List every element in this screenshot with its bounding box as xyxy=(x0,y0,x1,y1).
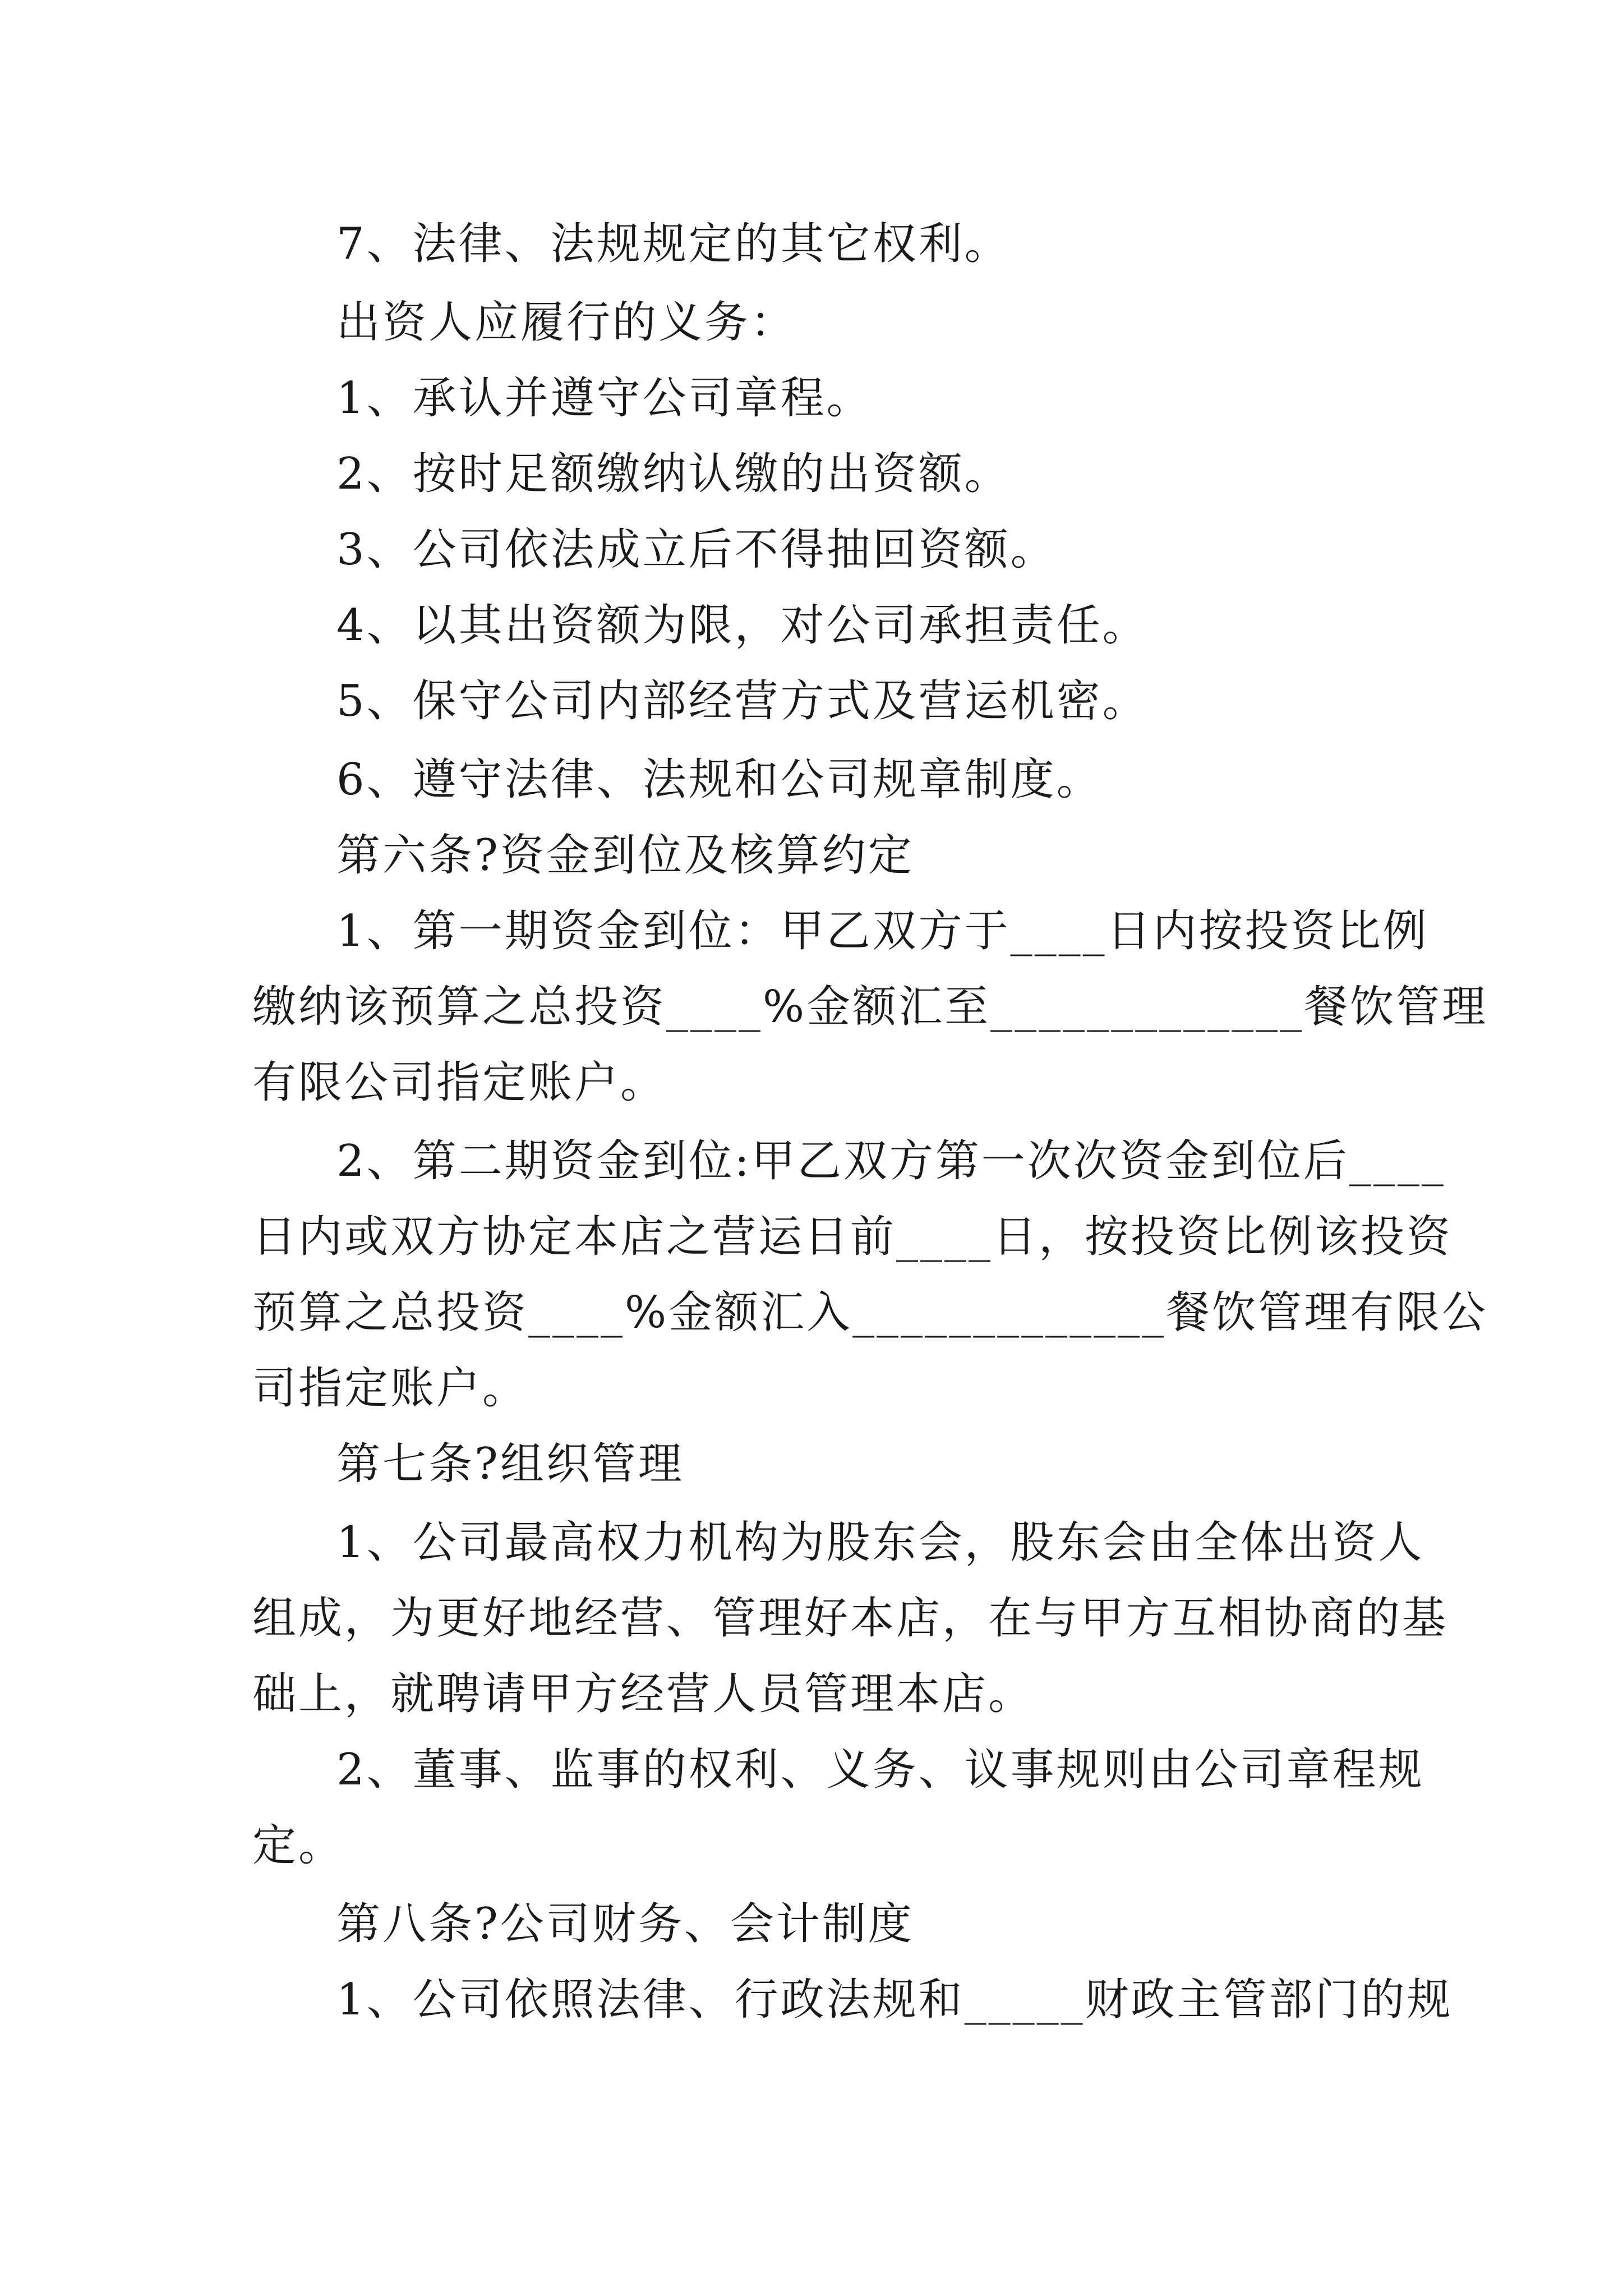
paragraph-line: 组成，为更好地经营、管理好本店，在与甲方互相协商的基 xyxy=(252,1593,1449,1644)
paragraph-line: 7、法律、法规规定的其它权利。 xyxy=(336,219,1011,269)
paragraph-line: 出资人应履行的义务： xyxy=(336,297,797,348)
paragraph-line: 有限公司指定账户。 xyxy=(252,1057,667,1108)
paragraph-line: 2、按时足额缴纳认缴的出资额。 xyxy=(336,449,1011,499)
paragraph-line: 缴纳该预算之总投资____%金额汇至_____________餐饮管理 xyxy=(252,982,1488,1032)
paragraph-line: 1、公司最高权力机构为股东会，股东会由全体出资人 xyxy=(336,1517,1424,1568)
section-heading: 第八条?公司财务、会计制度 xyxy=(336,1899,914,1949)
paragraph-line: 预算之总投资____%金额汇入_____________餐饮管理有限公 xyxy=(252,1287,1488,1338)
paragraph-line: 3、公司依法成立后不得抽回资额。 xyxy=(336,524,1057,575)
paragraph-line: 定。 xyxy=(252,1820,345,1871)
section-heading: 第七条?组织管理 xyxy=(336,1439,684,1489)
section-heading: 第六条?资金到位及核算约定 xyxy=(336,830,914,881)
paragraph-line: 础上，就聘请甲方经营人员管理本店。 xyxy=(252,1669,1035,1719)
paragraph-line: 2、董事、监事的权利、义务、议事规则由公司章程规 xyxy=(336,1745,1424,1795)
paragraph-line: 1、公司依照法律、行政法规和_____财政主管部门的规 xyxy=(336,1975,1453,2025)
paragraph-line: 司指定账户。 xyxy=(252,1363,529,1414)
paragraph-line: 4、以其出资额为限，对公司承担责任。 xyxy=(336,600,1149,651)
paragraph-line: 日内或双方协定本店之营运日前____日，按投资比例该投资 xyxy=(252,1212,1453,1262)
paragraph-line: 1、第一期资金到位：甲乙双方于____日内按投资比例 xyxy=(336,906,1429,956)
paragraph-line: 2、第二期资金到位:甲乙双方第一次次资金到位后____ xyxy=(336,1136,1446,1186)
paragraph-line: 6、遵守法律、法规和公司规章制度。 xyxy=(336,754,1103,805)
paragraph-line: 1、承认并遵守公司章程。 xyxy=(336,373,873,424)
paragraph-line: 5、保守公司内部经营方式及营运机密。 xyxy=(336,676,1149,726)
